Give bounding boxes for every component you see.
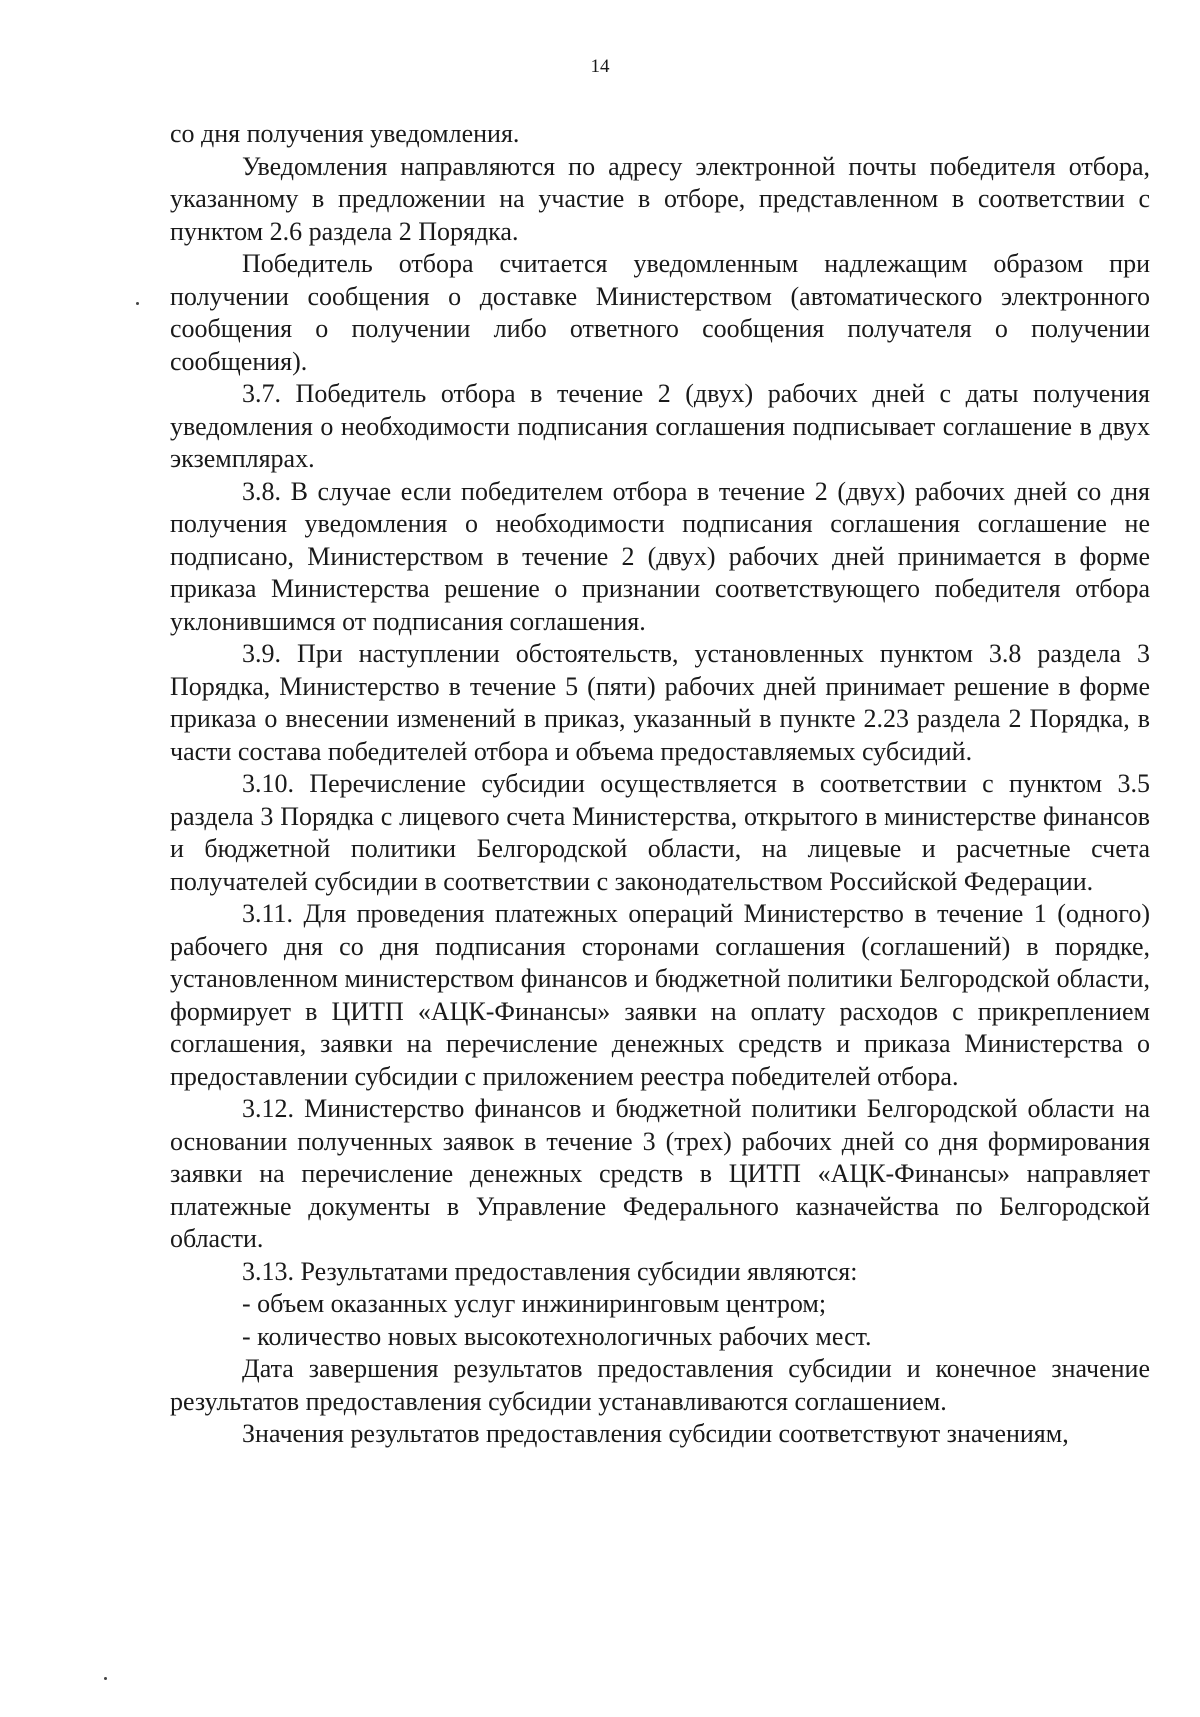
paragraph-continuation: со дня получения уведомления. [170,119,520,148]
document-body [170,118,1150,1451]
result-item-services: - объем оказанных услуг инжиниринговым центром; [242,1289,827,1318]
clause-3-7: 3.7. Победитель отбора в течение 2 (двух) рабочих дней с даты получения уведомления о необходимости подписания соглашения подписывает соглашение в двух экземплярах. [170,379,1150,473]
result-item-workplaces: - количество новых высокотехнологичных рабочих мест. [242,1321,872,1351]
paragraph-completion-date: Дата завершения результатов предоставления субсидии и конечное значение результатов предоставления субсидии устанавливаются соглашением. [170,1354,1150,1416]
clause-3-10: 3.10. Перечисление субсидии осуществляется в соответствии с пунктом 3.5 раздела 3 Порядка с лицевого счета Министерства, открытого в министерстве финансов и бюджетной политики Белгородской области, на лицевые и расчетные счета получателей субсидии в соответствии с законодательством Российской Федерации. [170,769,1150,896]
scan-speck [136,302,139,305]
page-number: 14 [590,56,610,77]
clause-3-8: 3.8. В случае если победителем отбора в течение 2 (двух) рабочих дней со дня получения уведомления о необходимости подписания соглашения соглашение не подписано, Министерством в течение 2 (двух) рабочих дней принимается в форме приказа Министерства решение о признании соответствующего победителя отбора уклонившимся от подписания соглашения. [170,476,1150,636]
clause-3-13: 3.13. Результатами предоставления субсидии являются: [242,1256,858,1286]
clause-3-9: 3.9. При наступлении обстоятельств, установленных пунктом 3.8 раздела 3 Порядка, Министерство в течение 5 (пяти) рабочих дней принимает решение в форме приказа о внесении изменений в приказ, указанный в пункте 2.23 раздела 2 Порядка, в части состава победителей отбора и объема предоставляемых субсидий. [170,639,1150,766]
clause-3-12: 3.12. Министерство финансов и бюджетной политики Белгородской области на основании полученных заявок в течение 3 (трех) рабочих дней со дня формирования заявки на перечисление денежных средств в ЦИТП «АЦК-Финансы» направляет платежные документы в Управление Федерального казначейства по Белгородской области. [170,1094,1150,1253]
paragraph-winner-notified: Победитель отбора считается уведомленным надлежащим образом при получении сообщения о доставке Министерством (автоматического электронного сообщения о получении либо ответного сообщения получателя о получении сообщения). [170,249,1150,376]
clause-3-11: 3.11. Для проведения платежных операций Министерство в течение 1 (одного) рабочего дня со дня подписания сторонами соглашения (соглашений) в порядке, установленном министерством финансов и бюджетной политики Белгородской области, формирует в ЦИТП «АЦК-Финансы» заявки на оплату расходов с прикреплением соглашения, заявки на перечисление денежных средств и приказа Министерства о предоставлении субсидии с приложением реестра победителей отбора. [170,899,1150,1091]
scan-speck [104,1677,107,1680]
paragraph-notification-email: Уведомления направляются по адресу электронной почты победителя отбора, указанному в предложении на участие в отборе, представленном в соответствии с пунктом 2.6 раздела 2 Порядка. [170,151,1150,246]
paragraph-result-values: Значения результатов предоставления субсидии соответствуют значениям, [242,1419,1069,1448]
